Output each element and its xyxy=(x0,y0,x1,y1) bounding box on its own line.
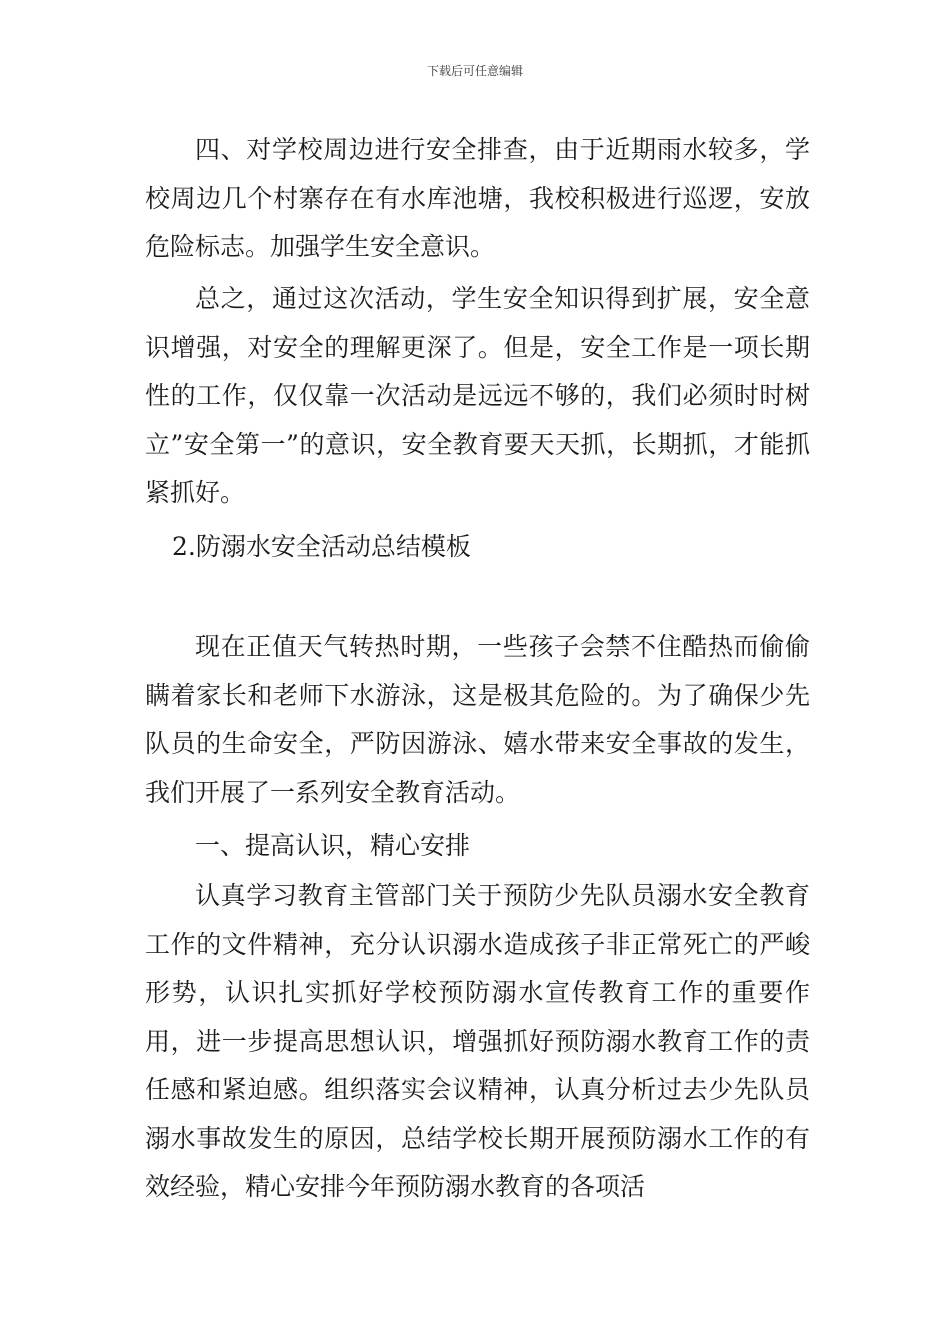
page-header-note: 下载后可任意编辑 xyxy=(426,64,523,78)
section-title: 2.防溺水安全活动总结模板 xyxy=(172,532,471,561)
paragraph-safety-check: 四、对学校周边进行安全排查，由于近期雨水较多，学校周边几个村寨存在有水库池塘，我校积极进行巡逻，安放危险标志。加强学生安全意识。 xyxy=(145,135,810,261)
paragraph-intro: 现在正值天气转热时期，一些孩子会禁不住酷热而偷偷瞒着家长和老师下水游泳，这是极其危险的。为了确保少先队员的生命安全，严防因游泳、嬉水带来安全事故的发生，我们开展了一系列安全教育活动。 xyxy=(145,632,810,807)
paragraph-summary: 总之，通过这次活动，学生安全知识得到扩展，安全意识增强，对安全的理解更深了。但是，安全工作是一项长期性的工作，仅仅靠一次活动是远远不够的，我们必须时时树立”安全第一”的意识，安全教育要天天抓，长期抓，才能抓紧抓好。 xyxy=(145,284,810,507)
paragraph-study: 认真学习教育主管部门关于预防少先队员溺水安全教育工作的文件精神，充分认识溺水造成孩子非正常死亡的严峻形势，认识扎实抓好学校预防溺水宣传教育工作的重要作用，进一步提高思想认识，增强抓好预防溺水教育工作的责任感和紧迫感。组织落实会议精神，认真分析过去少先队员溺水事故发生的原因，总结学校长期开展预防溺水工作的有效经验，精心安排今年预防溺水教育的各项活 xyxy=(145,881,810,1201)
subheading-awareness: 一、提高认识，精心安排 xyxy=(195,831,471,860)
